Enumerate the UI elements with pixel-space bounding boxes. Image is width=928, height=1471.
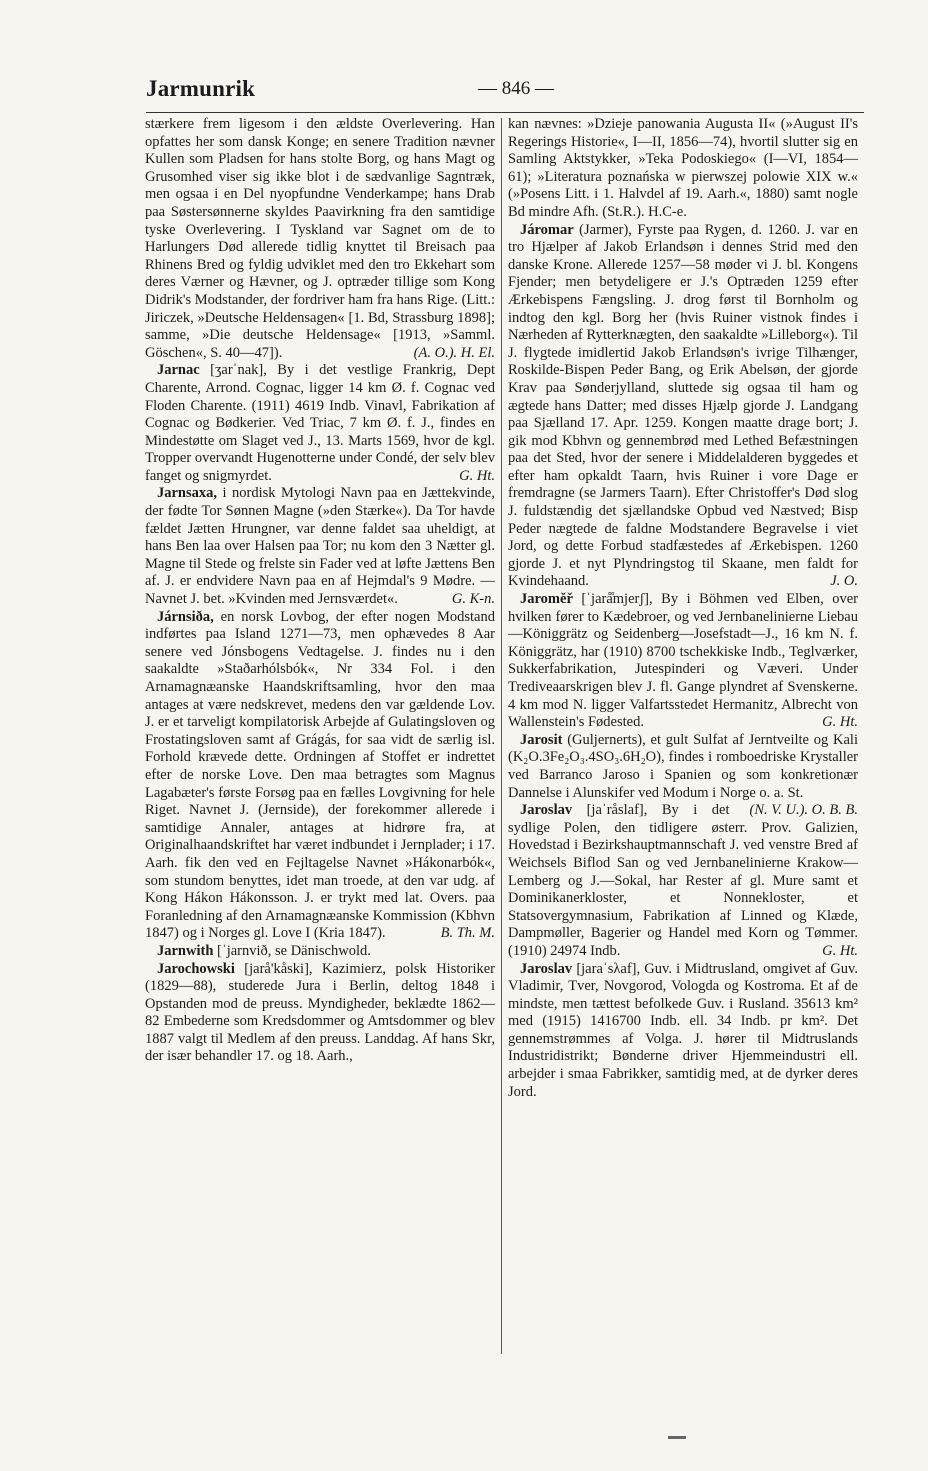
entry-body: (Jarmer), Fyrste paa Rygen, d. 1260. J. var en tro Hjælper af Jakob Erlandsøn i dennes Strid med den danske Krone. Allerede 1257—58 møder vi J. bl. Kongens Fjender; men betydeligere er J.'s Optræden 1259 efter Ærkebispens Fængsling. J. drog først til Bornholm og indtog den kgl. Borg her (hvis Ruiner vistnok findes i Nærheden af Rytterknægten, den saakaldte »Lilleborg«). Til J. flygtede imidlertid Jakob Erlandsøn's ivrige Tilhænger, Roskilde-Bispen Peder Bang, og Erik Abelsøn, der gjorde Krav paa Sønderjylland, sluttede sig ogsaa til ham og ægtede hans Datter; med disses Hjælp gjorde J. Landgang paa Sjælland 17. Apr. 1259. Kongen maatte drage bort; J. gik mod Kbhvn og gennembrød med Lethed Befæstningen paa det Sted, hvor der senere i Middelalderen byggedes et efter ham opkaldt Taarn, hvis Ruiner i vore Dage er fremdragne (se Jarmers Taarn). Efter Christoffer's Død slog J. fuldstændig det sjællandske Opbud ved Næstved; Bisp Peder nægtede de faldne Modstandere Begravelse i viet Jord, og dette Forbud stadfæstedes af Ærkebispen. 1260 gjorde J. et nyt Plyndringstog til Skaane, men faldt for Kvindehaand. xyxy=(508,221,858,590)
continued-entry-text xyxy=(508,116,858,222)
entry-jarnac xyxy=(145,362,495,485)
entry-body: [jaˈråslaf], By i det sydlige Polen, den tidligere østerr. Prov. Galizien, Hovedstad i Bezirkshauptmannschaft J. ved venstre Bred af Weichsels Biflod San og ved Jernbanelinierne Krakow—Lemberg og J.—Sokal, har Rester af gl. Mure samt et Dominikanerkloster, et Nonnekloster, et Statsovergymnasium, Fabrikation af Linned og Klæde, Dampmøller, Bagerier og Handel med Korn og Tømmer. (1910) 24974 Indb. xyxy=(508,802,858,959)
entry-body: [jaraˈsλaf], Guv. i Midtrusland, omgivet af Guv. Vladimir, Tver, Novgorod, Vologda og Kostroma. Et af de mindste, men tættest befolkede Guv. i Rusland. 35613 km² med (1915) 1416700 Indb. ell. 34 Indb. pr km². Det gennemstrømmes af Volga. J. hører til Midtruslands Industridistrikt; Bønderne driver Hjemmeindustri ell. arbejder i smaa Fabrikker, samtidig med, at de dyrker deres Jord. xyxy=(508,960,858,1100)
entry-headword: Jaroslav xyxy=(520,960,573,977)
entry-headword: Jarochowski xyxy=(157,960,235,977)
entry-jaromer xyxy=(508,591,858,732)
entry-signature: (N. V. U.). O. B. B. xyxy=(749,802,858,819)
entry-signature: G. Ht. xyxy=(822,714,858,731)
entry-body: i nordisk Mytologi Navn paa en Jættekvinde, der fødte Tor Sønnen Magne (»den Stærke«). Da Tor havde fældet Jætten Hrungner, var denne faldet saa uheldigt, at hans Ben laa over Halsen paa Tor; nu kom den 3 Nætter gl. Magne til Stede og frelste sin Fader ved at løfte Jættens Ben af. J. er endvidere Navn paa en af Hejmdal's 9 Mødre. — Navnet J. bet. »Kvinden med Jernsværdet«. xyxy=(145,485,495,608)
entry-jaroslav-province xyxy=(508,961,858,1102)
entry-signature: G. K-n. xyxy=(451,591,495,608)
entry-body: [jarå'kåski], Kazimierz, polsk Historiker (1829—88), studerede Jura i Berlin, deltog 1848 i Opstanden mod de preuss. Myndigheder, beklædte 1862—82 Embederne som Kredsdommer og Amtsdommer og blev 1887 valgt til Medlem af den preuss. Landdag. Af hans Skr, der især behandler 17. og 18. Aarh., xyxy=(145,960,495,1065)
right-column xyxy=(508,116,858,1101)
entry-body: (Guljernerts), et gult Sulfat af Jerntveilte og Kali (K₂O.3Fe₂O₃.4SO₃.6H₂O), findes i romboedriske Krystaller ved Barranco Jaroso i Spanien og som konkretionær Dannelse i Alunskifer ved Modum i Norge o. a. St. xyxy=(508,731,858,801)
running-head-word: Jarmunrik xyxy=(146,76,256,101)
entry-headword: Jarnwith xyxy=(157,942,214,959)
page-header xyxy=(146,74,864,110)
entry-signature: G. Ht. xyxy=(459,467,495,484)
printer-mark xyxy=(668,1436,686,1439)
entry-body: [ʒarˈnak], By i det vestlige Frankrig, Dept Charente, Arrond. Cognac, ligger 14 km Ø. f. Cognac ved Floden Charente. (1911) 4619 Indb. Vinavl, Fabrikation af Cognac og Bødkerier. Ved Triac, 7 km Ø. f. J., findes en Mindestøtte om Slaget ved J., 13. Marts 1569, hvor de kgl. Tropper overvandt Hugenotterne under Condé, der selv blev fanget og snigmyrdet. xyxy=(145,362,495,484)
entry-headword: Jaroslav xyxy=(520,802,573,819)
entry-jaroslav-town xyxy=(508,802,858,960)
entry-jarnsaxa xyxy=(145,485,495,608)
entry-jarochowski xyxy=(145,961,495,1067)
continued-entry-text xyxy=(145,116,495,362)
entry-signature: J. O. xyxy=(830,573,858,590)
entry-body: stærkere frem ligesom i den ældste Overlevering. Han opfattes her som dansk Konge; en senere Tradition nævner Kullen som Pladsen for hans stolte Borg, og hans Magt og Grusomhed viser sig ikke blot i de sædvanlige Sagntræk, men ogsaa i en Del nyopfundne Venderkampe; hans Drab paa Søstersønnerne skyldes Paavirkning fra den samtidige tyske Overlevering. I Tyskland var Sagnet om de to Harlungers Død allerede tidlig knyttet til Breisach paa Rhinens Bred og fyldig udviklet med den tro Ekkehart som deres Værner og Hævner, og J. optræder tillige som Kong Didrik's Modstander, der fordriver ham fra hans Rige. (Litt.: Jiriczek, »Deutsche Heldensagen« [1. Bd, Strassburg 1898]; samme, »Die deutsche Heldensage« [1913, »Samml. Göschen«, S. 40—47]). xyxy=(145,116,495,361)
entry-headword: Jarnsaxa, xyxy=(157,485,218,502)
entry-headword: Járnsiða, xyxy=(157,608,214,625)
entry-body: kan nævnes: »Dzieje panowania Augusta II« (»August II's Regerings Historie«, I—II, 1856—74), hvortil slutter sig en Samling Aktstykker, »Teka Podoskiego« (I—VI, 1854—61); »Literatura poznańska w pierwszej polowie XIX w.« (»Posens Litt. i 1. Halvdel af 19. Aarh.«, 1880) samt nogle Bd mindre Afh. (St.R.). H.C-e. xyxy=(508,116,858,220)
header-rule xyxy=(146,112,864,113)
left-column xyxy=(145,116,495,1066)
entry-headword: Jaroměř xyxy=(520,591,573,608)
entry-signature: B. Th. M. xyxy=(440,925,495,942)
entry-signature: G. Ht. xyxy=(822,942,858,959)
entry-jarnwith xyxy=(145,943,495,961)
entry-headword: Jarosit xyxy=(520,731,563,748)
entry-body: [ˈjarnvið, se Dänischwold. xyxy=(213,942,371,959)
entry-body: [ˈjarå̊mjerʃ], By i Böhmen ved Elben, over hvilken fører to Kædebroer, og ved Jernbanelinierne Liebau—Königgrätz og Seidenberg—Josefstadt—J., 16 km N. f. Königgrätz, har (1910) 8700 tschekkiske Indb., Teglværker, Sukkerfabrikation, Jutespinderi og Væveri. Under Trediveaarskrigen blev J. fl. Gange plyndret af Svenskerne. 4 km mod N. ligger Valfartsstedet Hermanitz, Albrecht von Wallenstein's Fødested. xyxy=(508,591,858,731)
entry-jaromar xyxy=(508,222,858,591)
column-divider xyxy=(501,118,502,1354)
entry-headword: Járomar xyxy=(520,221,574,238)
entry-signature: (A. O.). H. El. xyxy=(413,344,495,361)
entry-headword: Jarnac xyxy=(157,362,200,379)
entry-jarnsida xyxy=(145,609,495,943)
entry-body: en norsk Lovbog, der efter nogen Modstand indførtes paa Island 1271—73, men ophævedes 8 Aar senere ved Jónsbogens Vedtagelse. J. findes nu i den saakaldte »Staðarhólsbók«, Nr 334 Fol. i den Arnamagnæanske Haandskriftsamling, hvor den maa antages at være nedskrevet, medens den var gældende Lov. J. er et tarveligt kompilatorisk Arbejde af Gulatingsloven og Frostatingsloven samt af Grágás, for saa vidt de særlig isl. Forhold krævede dette. Ordningen af Stoffet er indrettet efter de norske Love. Den maa betragtes som Magnus Lagabæter's første Forsøg paa en fælles Lovgivning for hele Riget. Navnet J. (Jernside), der forekommer allerede i samtidige Annaler, antages at hidrøre fra, at Originalhaandskriftet har været indbundet i Jernplader; i 17. Aarh. fik den ved en Fejltagelse Navnet »Hákonarbók«, som stundom benyttes, idet man troede, at den var udg. af Kong Hákon Hákonsson. J. er trykt med lat. Overs. paa Foranledning af den Arnamagnæanske Kommission (Kbhvn 1847) og i Norges gl. Love I (Kria 1847). xyxy=(145,608,495,942)
page-number: — 846 — xyxy=(478,78,554,99)
